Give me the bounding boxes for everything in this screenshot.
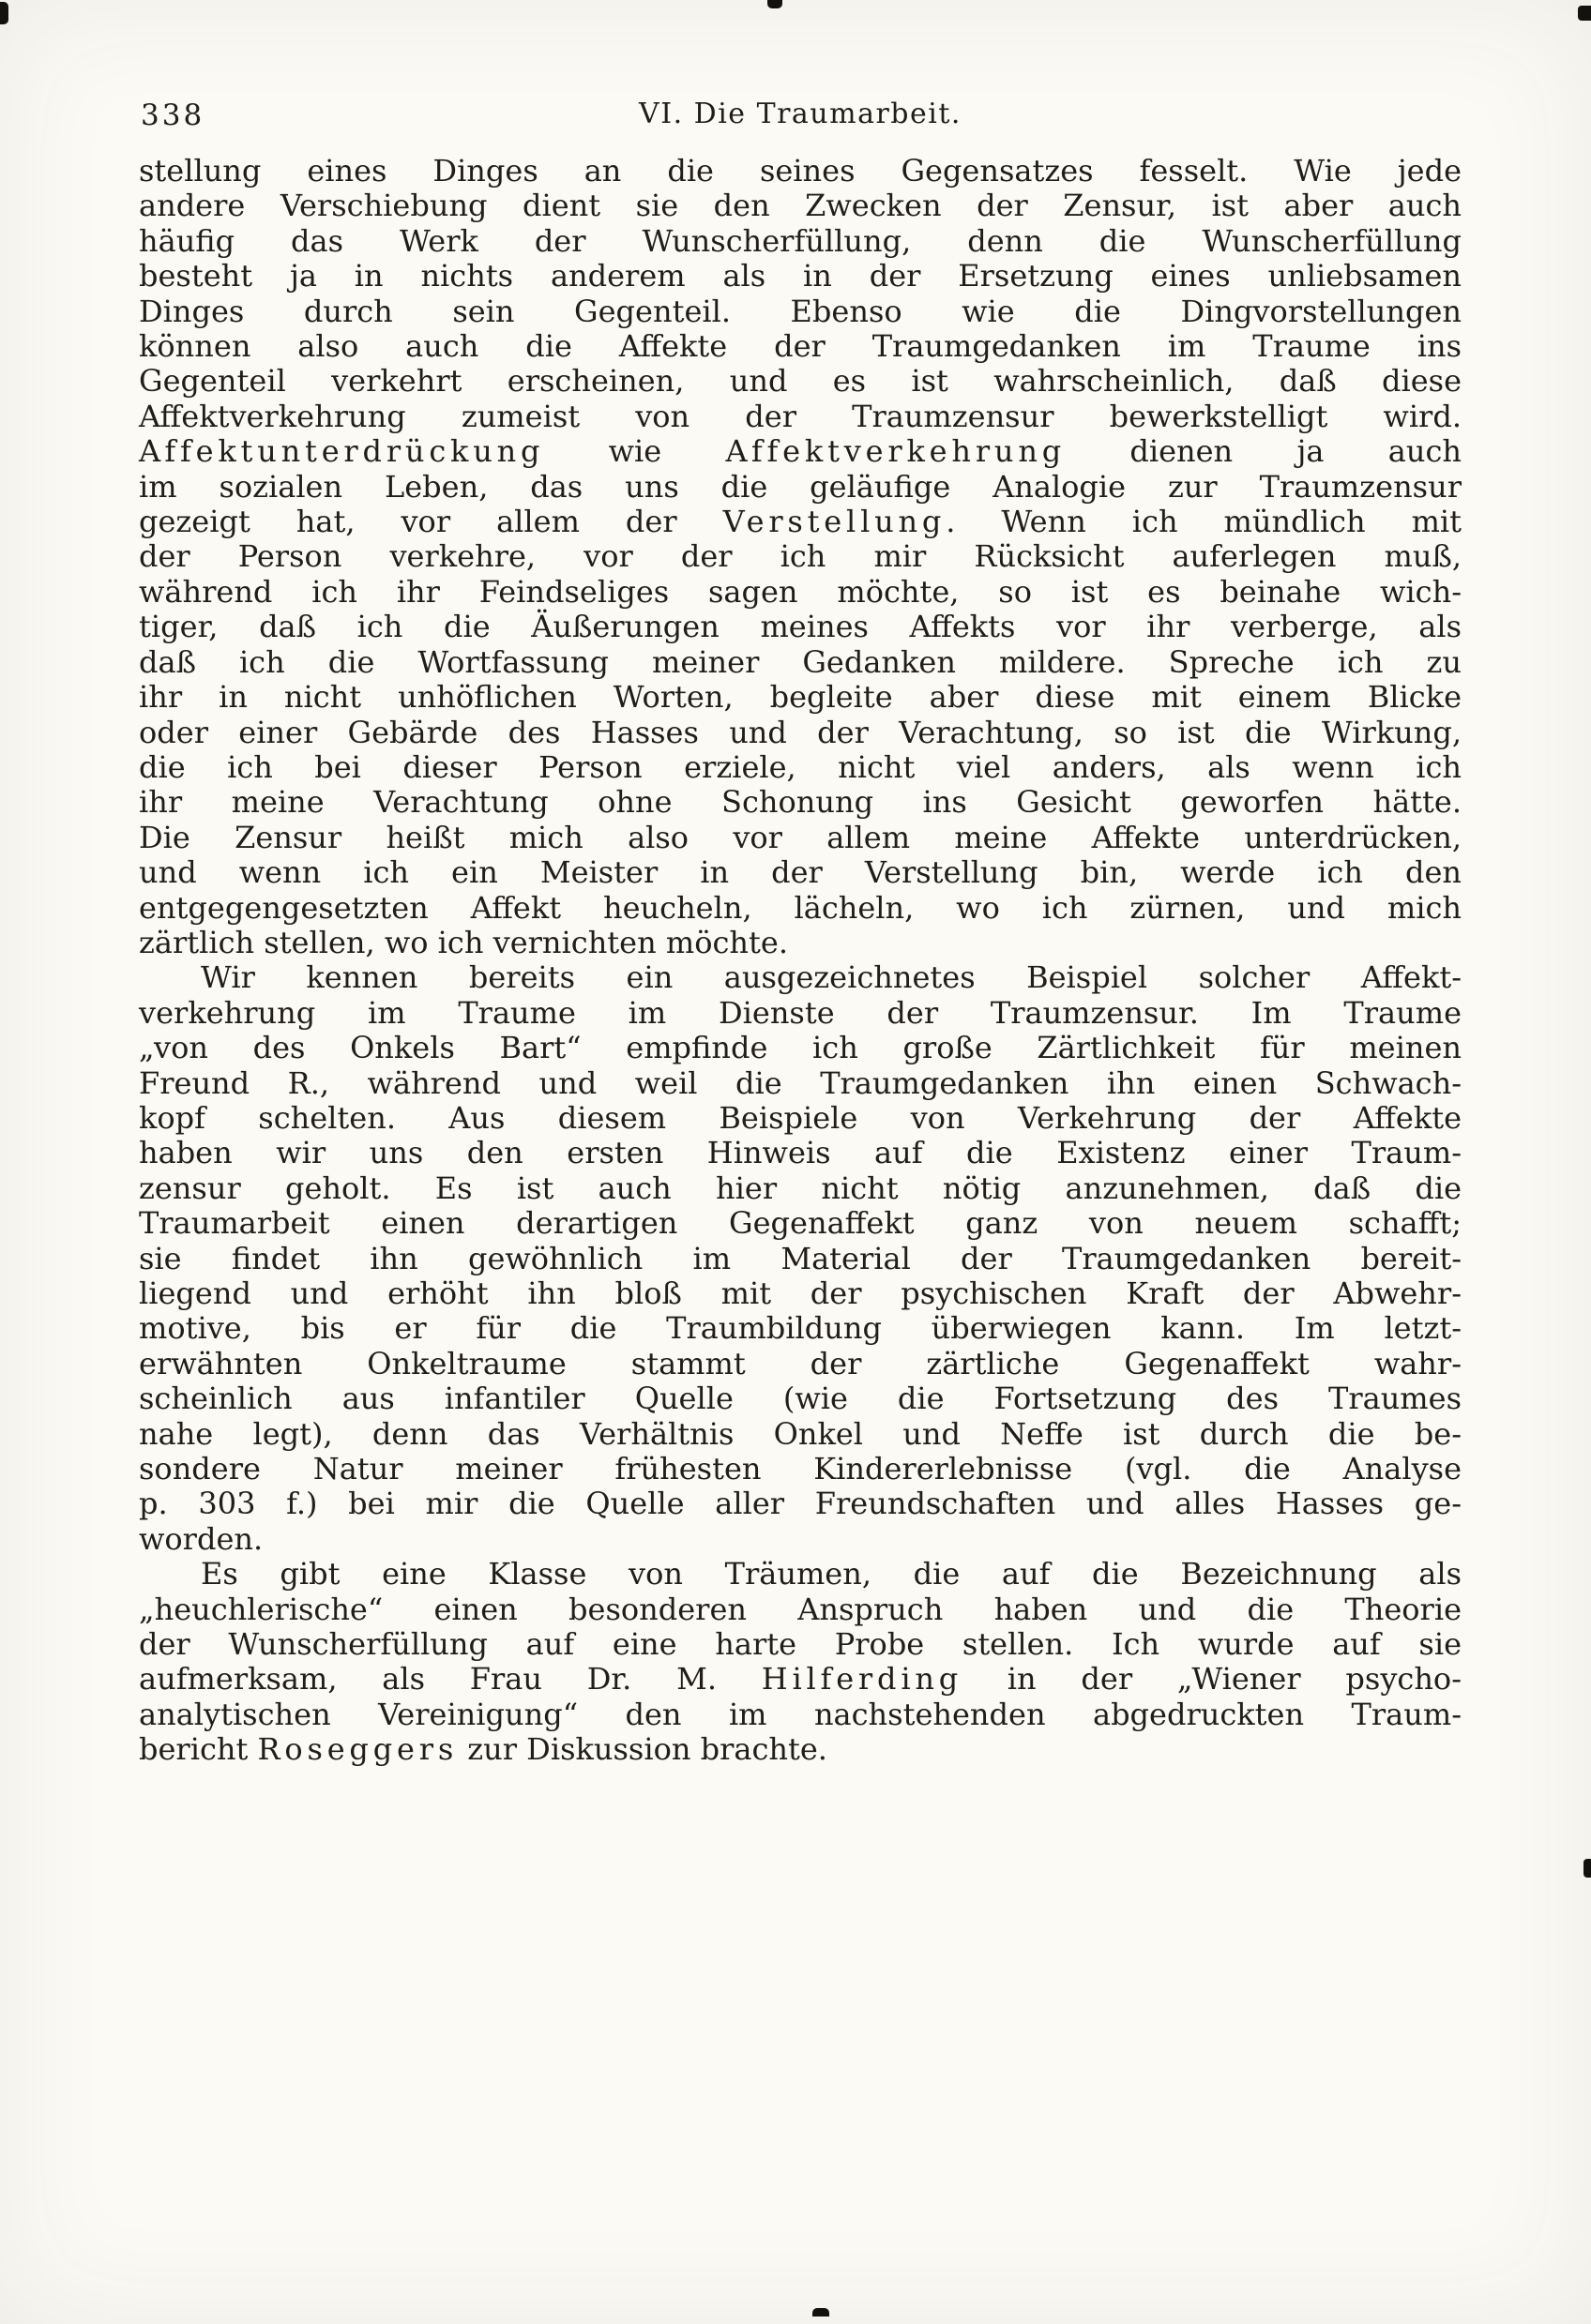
text-run: der Wunscherfüllung auf eine harte Probe stellen. Ich wurde auf sie: [139, 1626, 1462, 1663]
text-line: [139, 1662, 1462, 1697]
text-run: scheinlich aus infantiler Quelle (wie die Fortsetzung des Traumes: [139, 1381, 1462, 1417]
paragraph: [139, 154, 1462, 960]
text-line: [139, 1381, 1462, 1416]
text-run: dienen ja auch: [1066, 433, 1462, 470]
text-run: tiger, daß ich die Äußerungen meines Affekts vor ihr verberge, als: [139, 609, 1462, 645]
scan-artifact: [0, 2, 8, 24]
text-line: [139, 1101, 1462, 1136]
text-run: analytischen Vereinigung“ den im nachstehenden abgedruckten Traum-: [139, 1696, 1462, 1732]
text-line: [139, 821, 1462, 855]
text-run: in der „Wiener psycho-: [962, 1661, 1462, 1698]
emphasized-text-run: Verstellung: [722, 504, 947, 540]
text-line: [139, 1347, 1462, 1381]
text-run: sondere Natur meiner frühesten Kindererlebnisse (vgl. die Analyse: [139, 1451, 1462, 1487]
text-line: [139, 1592, 1462, 1627]
paragraph: [139, 1557, 1462, 1767]
text-run: ihr in nicht unhöflichen Worten, begleite aber diese mit einem Blicke: [139, 679, 1462, 716]
text-run: „heuchlerische“ einen besonderen Anspruch haben und die Theorie: [139, 1591, 1462, 1627]
text-run: verkehrung im Traume im Dienste der Traumzensur. Im Traume: [139, 994, 1462, 1031]
text-line: [139, 400, 1462, 434]
text-run: Es gibt eine Klasse von Träumen, die auf die Bezeichnung als: [201, 1556, 1462, 1592]
text-run: wie: [544, 433, 726, 470]
text-line: [139, 1311, 1462, 1346]
text-run: besteht ja in nichts anderem als in der Ersetzung eines unliebsamen: [139, 258, 1462, 294]
text-line: [139, 1452, 1462, 1486]
text-run: im sozialen Leben, das uns die geläufige Analogie zur Traumzensur: [139, 468, 1462, 505]
text-line: [139, 610, 1462, 644]
text-run: oder einer Gebärde des Hasses und der Verachtung, so ist die Wirkung,: [139, 714, 1462, 750]
text-run: sie findet ihn gewöhnlich im Material der Traumgedanken bereit-: [139, 1240, 1462, 1276]
text-line: [139, 855, 1462, 890]
text-line: [139, 680, 1462, 715]
text-line: [139, 1698, 1462, 1732]
text-line: [139, 434, 1462, 469]
text-line: [139, 575, 1462, 610]
text-run: zensur geholt. Es ist auch hier nicht nötig anzunehmen, daß die: [139, 1170, 1462, 1206]
text-line: [139, 189, 1462, 223]
text-run: häufig das Werk der Wunscherfüllung, denn die Wunscherfüllung: [139, 222, 1462, 259]
text-line: [139, 329, 1462, 364]
text-line: [139, 1066, 1462, 1101]
text-run: der Person verkehre, vor der ich mir Rücksicht auferlegen muß,: [139, 538, 1462, 575]
text-line: [139, 259, 1462, 294]
text-run: „von des Onkels Bart“ empfinde ich große Zärtlichkeit für meinen: [139, 1030, 1462, 1066]
text-line: [139, 645, 1462, 680]
text-line: [139, 996, 1462, 1031]
emphasized-text-run: Affektverkehrung: [725, 433, 1067, 470]
text-run: zärtlich stellen, wo ich vernichten möchte.: [139, 924, 788, 960]
paragraph: [139, 960, 1462, 1557]
text-run: andere Verschiebung dient sie den Zwecken der Zensur, ist aber auch: [139, 188, 1462, 224]
text-run: aufmerksam, als Frau Dr. M.: [139, 1661, 762, 1698]
text-line: [139, 154, 1462, 189]
text-line: [139, 1242, 1462, 1276]
text-run: stellung eines Dinges an die seines Gegensatzes fesselt. Wie jede: [139, 153, 1462, 189]
text-run: während ich ihr Feindseliges sagen möchte, so ist es beinahe wich-: [139, 573, 1462, 610]
text-run: können also auch die Affekte der Traumgedanken im Traume ins: [139, 328, 1462, 365]
text-run: die ich bei dieser Person erziele, nicht viel anders, als wenn ich: [139, 748, 1462, 785]
emphasized-text-run: Affektunterdrückung: [139, 433, 545, 470]
running-title: VI. Die Traumarbeit.: [639, 98, 962, 130]
text-run: Die Zensur heißt mich also vor allem meine Affekte unterdrücken,: [139, 819, 1462, 855]
text-run: gezeigt hat, vor allem der: [139, 504, 723, 540]
text-line: [139, 891, 1462, 926]
text-run: liegend und erhöht ihn bloß mit der psychischen Kraft der Abwehr-: [139, 1275, 1462, 1311]
text-run: bericht: [139, 1731, 258, 1768]
emphasized-text-run: Hilferding: [761, 1661, 963, 1698]
text-line: [139, 1206, 1462, 1241]
text-line: [139, 1276, 1462, 1311]
text-line: [139, 785, 1462, 820]
scan-artifact: [1583, 1859, 1591, 1878]
text-run: Traumarbeit einen derartigen Gegenaffekt ganz von neuem schafft;: [139, 1205, 1462, 1242]
text-line: [139, 1627, 1462, 1662]
page-number: 338: [141, 98, 205, 132]
scan-artifact: [1578, 6, 1591, 21]
text-run: Affektverkehrung zumeist von der Traumzensur bewerkstelligt wird.: [139, 398, 1462, 434]
emphasized-text-run: Roseggers: [257, 1731, 459, 1768]
text-run: nahe legt), denn das Verhältnis Onkel und Neffe ist durch die be-: [139, 1415, 1462, 1452]
text-run: und wenn ich ein Meister in der Verstellung bin, werde ich den: [139, 854, 1462, 891]
page-body: [139, 154, 1462, 1768]
text-line: [139, 470, 1462, 505]
text-run: p. 303 f.) bei mir die Quelle aller Freundschaften und alles Hasses ge-: [139, 1486, 1462, 1522]
text-line: [139, 1522, 1462, 1557]
text-line: [139, 926, 1462, 960]
text-run: Wir kennen bereits ein ausgezeichnetes Beispiel solcher Affekt-: [201, 959, 1462, 996]
text-line: [139, 294, 1462, 329]
text-run: motive, bis er für die Traumbildung überwiegen kann. Im letzt-: [139, 1310, 1462, 1347]
text-line: [139, 750, 1462, 785]
text-line: [139, 364, 1462, 399]
text-line: [139, 1031, 1462, 1065]
text-line: [139, 960, 1462, 995]
text-run: entgegengesetzten Affekt heucheln, lächeln, wo ich zürnen, und mich: [139, 889, 1462, 926]
text-line: [139, 1732, 1462, 1767]
text-line: [139, 1417, 1462, 1452]
text-run: Gegenteil verkehrt erscheinen, und es ist wahrscheinlich, daß diese: [139, 363, 1462, 400]
text-line: [139, 1136, 1462, 1170]
text-run: haben wir uns den ersten Hinweis auf die Existenz einer Traum-: [139, 1135, 1462, 1171]
text-run: Freund R., während und weil die Traumgedanken ihn einen Schwach-: [139, 1064, 1462, 1101]
text-line: [139, 716, 1462, 750]
text-run: Dinges durch sein Gegenteil. Ebenso wie die Dingvorstellungen: [139, 293, 1462, 329]
text-line: [139, 1486, 1462, 1521]
scan-artifact: [812, 2308, 829, 2316]
text-run: worden.: [139, 1520, 264, 1557]
text-run: erwähnten Onkeltraume stammt der zärtliche Gegenaffekt wahr-: [139, 1345, 1462, 1381]
text-line: [139, 505, 1462, 539]
scan-artifact: [767, 0, 782, 8]
text-line: [139, 1557, 1462, 1592]
text-run: zur Diskussion brachte.: [458, 1731, 827, 1768]
text-run: daß ich die Wortfassung meiner Gedanken mildere. Spreche ich zu: [139, 643, 1462, 680]
page-header: [139, 98, 1462, 137]
text-line: [139, 539, 1462, 574]
text-line: [139, 1171, 1462, 1206]
text-run: ihr meine Verachtung ohne Schonung ins Gesicht geworfen hätte.: [139, 784, 1462, 821]
text-line: [139, 224, 1462, 259]
text-run: kopf schelten. Aus diesem Beispiele von Verkehrung der Affekte: [139, 1099, 1462, 1136]
text-run: . Wenn ich mündlich mit: [946, 504, 1462, 540]
